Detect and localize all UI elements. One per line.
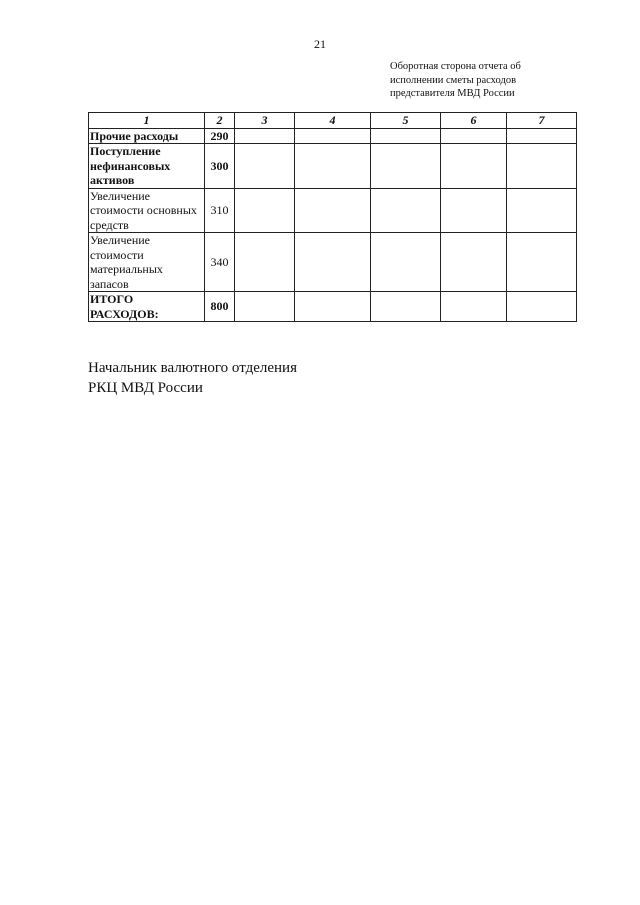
empty-cell — [235, 292, 295, 322]
row-code: 800 — [205, 292, 235, 322]
empty-cell — [295, 233, 371, 292]
table-row — [89, 188, 577, 233]
column-header-1: 1 — [89, 113, 205, 129]
header-note-line-3: представителя МВД России — [390, 88, 515, 99]
empty-cell — [371, 292, 441, 322]
column-header-4: 4 — [295, 113, 371, 129]
table-row — [89, 128, 577, 144]
empty-cell — [235, 128, 295, 144]
signature-block — [88, 358, 297, 398]
row-code: 310 — [205, 188, 235, 233]
empty-cell — [441, 233, 507, 292]
empty-cell — [507, 144, 577, 189]
empty-cell — [441, 128, 507, 144]
header-note — [390, 60, 570, 101]
table-row — [89, 233, 577, 292]
row-label: Увеличение стоимости основных средств — [89, 188, 205, 233]
empty-cell — [371, 188, 441, 233]
signature-line-2: РКЦ МВД России — [88, 380, 203, 396]
empty-cell — [371, 144, 441, 189]
column-header-7: 7 — [507, 113, 577, 129]
empty-cell — [507, 292, 577, 322]
empty-cell — [295, 144, 371, 189]
column-header-6: 6 — [441, 113, 507, 129]
header-note-line-1: Оборотная сторона отчета об — [390, 61, 521, 72]
empty-cell — [295, 188, 371, 233]
empty-cell — [441, 188, 507, 233]
signature-line-1: Начальник валютного отделения — [88, 360, 297, 376]
table-row-total — [89, 292, 577, 322]
empty-cell — [235, 188, 295, 233]
empty-cell — [441, 144, 507, 189]
row-code: 340 — [205, 233, 235, 292]
empty-cell — [507, 233, 577, 292]
page-number: 21 — [314, 37, 326, 51]
empty-cell — [507, 188, 577, 233]
empty-cell — [441, 292, 507, 322]
table-row — [89, 144, 577, 189]
column-header-3: 3 — [235, 113, 295, 129]
row-label: ИТОГО РАСХОДОВ: — [89, 292, 205, 322]
header-note-line-2: исполнении сметы расходов — [390, 74, 517, 86]
empty-cell — [295, 292, 371, 322]
empty-cell — [235, 233, 295, 292]
row-code: 290 — [205, 128, 235, 144]
empty-cell — [235, 144, 295, 189]
column-header-5: 5 — [371, 113, 441, 129]
row-code: 300 — [205, 144, 235, 189]
table-header-row — [89, 113, 577, 129]
empty-cell — [507, 128, 577, 144]
column-header-2: 2 — [205, 113, 235, 129]
row-label: Увеличение стоимости материальных запасов — [89, 233, 205, 292]
empty-cell — [371, 233, 441, 292]
row-label: Поступление нефинансовых активов — [89, 144, 205, 189]
empty-cell — [371, 128, 441, 144]
empty-cell — [295, 128, 371, 144]
row-label: Прочие расходы — [89, 128, 205, 144]
expense-report-table — [88, 112, 577, 322]
